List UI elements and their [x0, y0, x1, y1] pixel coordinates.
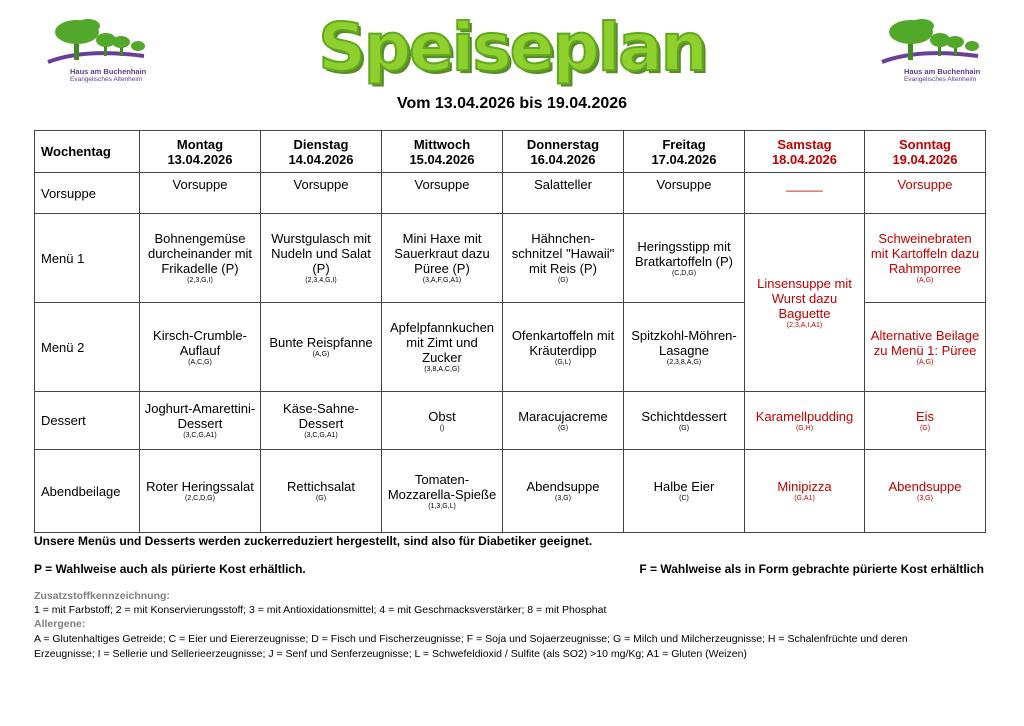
menu-table: [34, 130, 986, 533]
logo-name: Haus am Buchenhain: [70, 67, 147, 76]
cell: Eis (G): [865, 392, 986, 450]
cell: Hähnchen-schnitzel "Hawaii" mit Reis (P) (G): [503, 214, 624, 303]
row-label-dessert: Dessert: [35, 392, 140, 450]
allergens-heading: Allergene:: [34, 618, 86, 630]
cell: Schichtdessert (G): [624, 392, 745, 450]
day-header-monday: Montag 13.04.2026: [140, 131, 261, 173]
cell: Bunte Reispfanne (A,G): [261, 303, 382, 392]
row-label-vorsuppe: Vorsuppe: [35, 173, 140, 214]
cell: Ofenkartoffeln mit Kräuterdipp (G,L): [503, 303, 624, 392]
date-range: Vom 13.04.2026 bis 19.04.2026: [396, 95, 628, 112]
cell: Abendsuppe (3,G): [503, 450, 624, 533]
allergens-text-1: A = Glutenhaltiges Getreide; C = Eier und Eiererzeugnisse; D = Fisch und Fischerzeugnisse; F = Soja und Sojaerzeugnisse; G = Milch und Milcherzeugnisse; H = Schalenfrüchte und deren: [34, 633, 908, 645]
cell: Vorsuppe: [382, 173, 503, 214]
vorsuppe-row: [35, 173, 986, 214]
cell: Mini Haxe mit Sauerkraut dazu Püree (P) (3,A,F,G,A1): [382, 214, 503, 303]
cell: Spitzkohl-Möhren-Lasagne (2,3,8,A,G): [624, 303, 745, 392]
day-header-friday: Freitag 17.04.2026: [624, 131, 745, 173]
day-header-sunday: Sonntag 19.04.2026: [865, 131, 986, 173]
cell: Joghurt-Amarettini-Dessert (3,C,G,A1): [140, 392, 261, 450]
page-title: Speiseplan: [318, 9, 706, 86]
day-header-wednesday: Mittwoch 15.04.2026: [382, 131, 503, 173]
cell: Alternative Beilage zu Menü 1: Püree (A,G): [865, 303, 986, 392]
day-header-saturday: Samstag 18.04.2026: [745, 131, 865, 173]
cell: Vorsuppe: [140, 173, 261, 214]
row-label-abendbeilage: Abendbeilage: [35, 450, 140, 533]
cell: Heringsstipp mit Bratkartoffeln (P) (C,D,G): [624, 214, 745, 303]
cell: Tomaten-Mozzarella-Spieße (1,3,G,L): [382, 450, 503, 533]
cell: Apfelpfannkuchen mit Zimt und Zucker (3,8,A,C,G): [382, 303, 503, 392]
saturday-merged-cell: Linsensuppe mit Wurst dazu Baguette (2,3,A,I,A1): [745, 214, 865, 392]
f-note: F = Wahlweise als in Form gebrachte pürierte Kost erhältlich: [639, 562, 984, 576]
day-header-thursday: Donnerstag 16.04.2026: [503, 131, 624, 173]
cell: Wurstgulasch mit Nudeln und Salat (P) (2,3,4,G,I): [261, 214, 382, 303]
cell: Halbe Eier (C): [624, 450, 745, 533]
cell: Abendsuppe (3,G): [865, 450, 986, 533]
cell: Kirsch-Crumble-Auflauf (A,C,G): [140, 303, 261, 392]
additives-heading: Zusatzstoffkennzeichnung:: [34, 590, 170, 602]
cell: Vorsuppe: [865, 173, 986, 214]
cell: Roter Heringssalat (2,C,D,G): [140, 450, 261, 533]
logo-sub: Evangelisches Altenheim: [904, 76, 977, 83]
corner-label: Wochentag: [35, 131, 140, 173]
cell: Vorsuppe: [624, 173, 745, 214]
allergens-text-2: Erzeugnisse; I = Sellerie und Sellerieerzeugnisse; J = Senf und Senferzeugnisse; L = Schwefeldioxid / Sulfite (als SO2) >10 mg/Kg; A1 = Gluten (Weizen): [34, 648, 747, 660]
cell: Salatteller: [503, 173, 624, 214]
cell: Käse-Sahne-Dessert (3,C,G,A1): [261, 392, 382, 450]
day-header-tuesday: Dienstag 14.04.2026: [261, 131, 382, 173]
header-row: [35, 131, 986, 173]
cell: Obst (): [382, 392, 503, 450]
menu1-row: [35, 214, 986, 303]
cell: Maracujacreme (G): [503, 392, 624, 450]
additives-text: 1 = mit Farbstoff; 2 = mit Konservierungsstoff; 3 = mit Antioxidationsmittel; 4 = mit Geschmacksverstärker; 8 = mit Phosphat: [34, 604, 607, 616]
cell: Karamellpudding (G,H): [745, 392, 865, 450]
logo-name: Haus am Buchenhain: [904, 67, 981, 76]
cell: Vorsuppe: [261, 173, 382, 214]
row-label-menu1: Menü 1: [35, 214, 140, 303]
cell: Rettichsalat (G): [261, 450, 382, 533]
cell: Bohnengemüse durcheinander mit Frikadelle (P) (2,3,G,I): [140, 214, 261, 303]
row-label-menu2: Menü 2: [35, 303, 140, 392]
cell: Minipizza (G,A1): [745, 450, 865, 533]
cell: _____: [745, 173, 865, 214]
diabetic-note: Unsere Menüs und Desserts werden zuckerreduziert hergestellt, sind also für Diabetiker geeignet.: [34, 534, 593, 548]
dessert-row: [35, 392, 986, 450]
p-note: P = Wahlweise auch als pürierte Kost erhältlich.: [34, 562, 306, 576]
logo-sub: Evangelisches Altenheim: [70, 76, 143, 83]
abend-row: [35, 450, 986, 533]
cell: Schweinebraten mit Kartoffeln dazu Rahmporree (A,G): [865, 214, 986, 303]
